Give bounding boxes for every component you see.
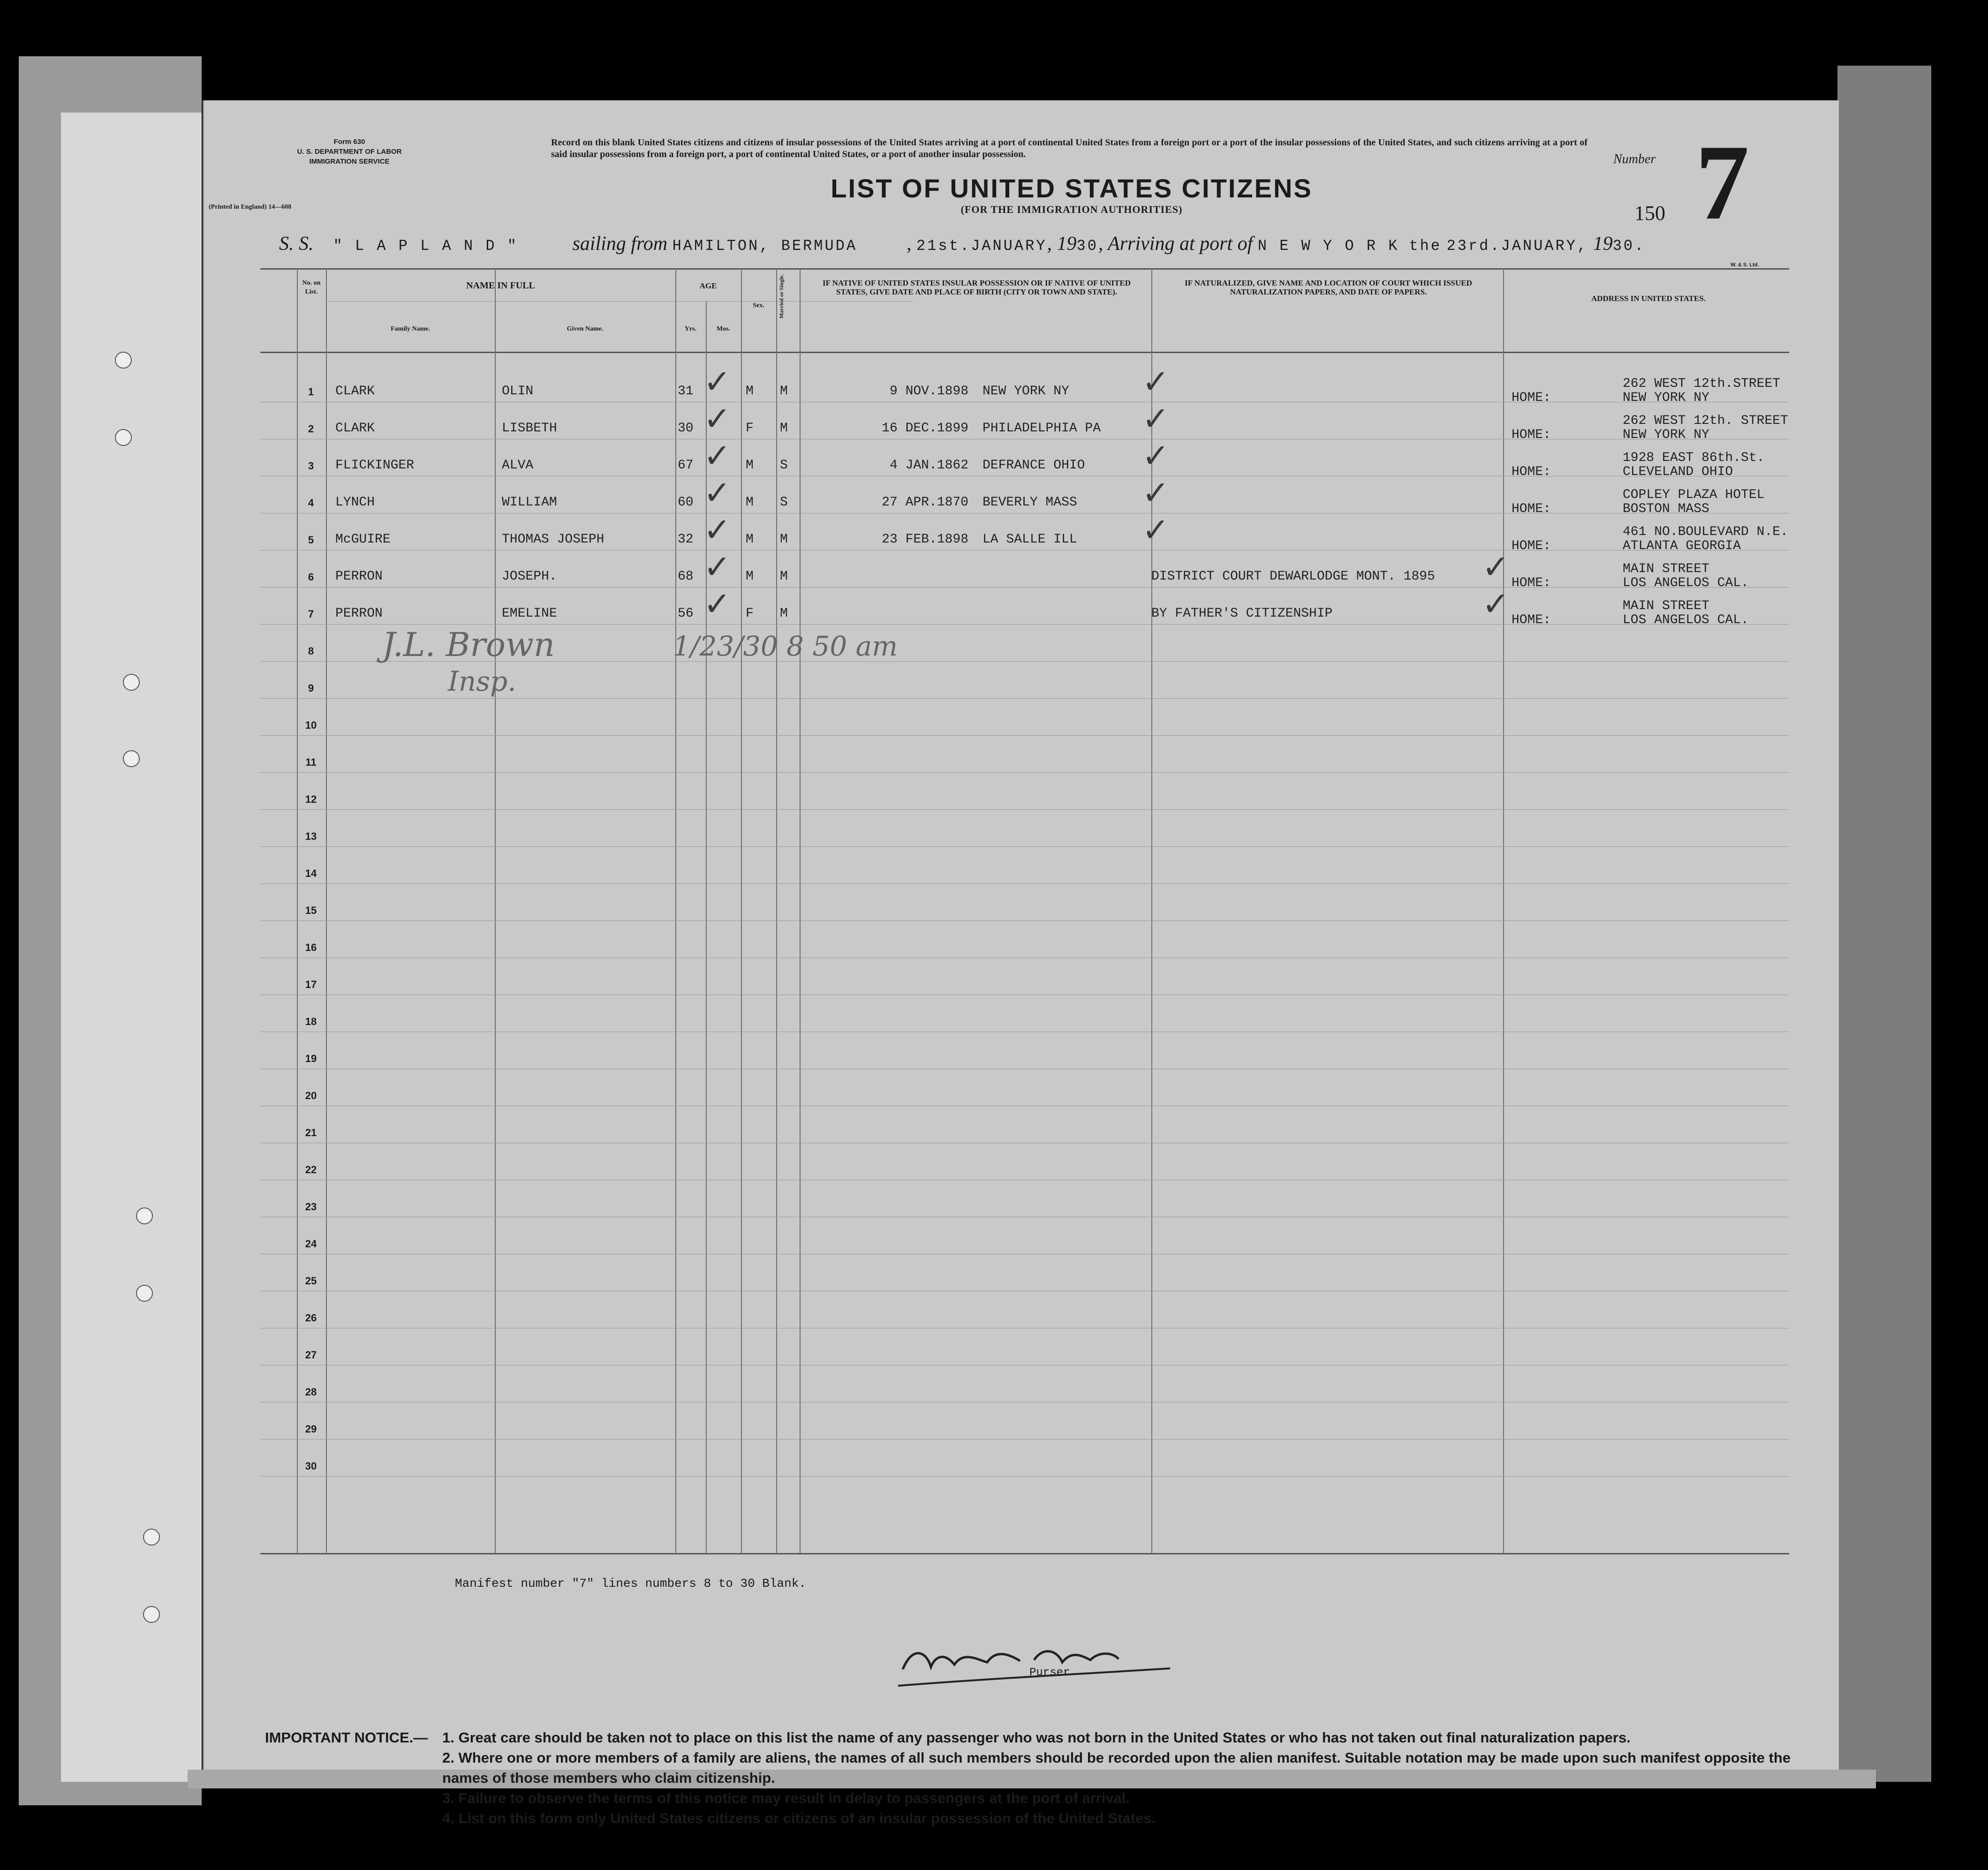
address-line2-cell: NEW YORK NY: [1623, 428, 1709, 442]
row-number: 20: [305, 1090, 317, 1101]
family-name-cell: CLARK: [335, 421, 375, 436]
row-number: 21: [305, 1127, 317, 1139]
family-name-cell: McGUIRE: [335, 532, 391, 547]
age-cell: 67: [678, 458, 694, 473]
family-name-cell: PERRON: [335, 569, 383, 584]
header-address: ADDRESS IN UNITED STATES.: [1591, 294, 1706, 303]
row-rule: [260, 587, 1789, 588]
row-number: 17: [305, 979, 317, 990]
form-number: Form 630: [333, 138, 365, 146]
check-mark-icon: ✓: [703, 362, 731, 401]
page-title: LIST OF UNITED STATES CITIZENS: [831, 173, 1313, 203]
sex-cell: M: [746, 569, 754, 584]
marital-status-cell: M: [780, 532, 788, 547]
check-mark-icon: ✓: [1142, 474, 1170, 512]
row-number: 13: [305, 830, 317, 842]
notice-item: 1. Great care should be taken not to place on this list the name of any passenger who was not born in the United States or who has not taken out final naturalization papers.: [442, 1729, 1631, 1746]
given-name-cell: THOMAS JOSEPH: [502, 532, 605, 547]
punch-hole: [143, 1529, 160, 1546]
row-rule: [260, 624, 1789, 625]
department-name: U. S. DEPARTMENT OF LABOR: [297, 148, 402, 156]
sailing-label: sailing from: [572, 233, 668, 255]
row-rule: [260, 698, 1789, 699]
row-number: 11: [305, 756, 317, 768]
binder-sheet-inner: [61, 113, 202, 1782]
address-line1-cell: MAIN STREET: [1623, 599, 1709, 613]
row-rule: [260, 735, 1789, 736]
punch-hole: [115, 429, 132, 446]
row-number: 18: [305, 1016, 317, 1027]
number-label: Number: [1613, 152, 1656, 166]
row-rule: [260, 772, 1789, 773]
naturalization-cell: DISTRICT COURT DEWARLODGE MONT. 1895: [1151, 569, 1435, 584]
check-mark-icon: ✓: [703, 400, 731, 438]
row-number: 5: [308, 534, 314, 546]
row-number: 30: [305, 1460, 317, 1472]
row-rule: [260, 1439, 1789, 1440]
col-divider: [776, 268, 777, 1553]
birth-date-cell: 23 FEB.1898: [882, 532, 968, 547]
check-mark-icon: ✓: [703, 437, 731, 475]
row-number: 10: [305, 719, 317, 731]
header-sex: Sex.: [753, 302, 764, 309]
home-label-cell: HOME:: [1512, 391, 1551, 405]
check-mark-icon: ✓: [703, 511, 731, 549]
row-number: 22: [305, 1164, 317, 1176]
punch-hole: [115, 352, 132, 369]
row-number: 19: [305, 1053, 317, 1064]
birth-place-cell: DEFRANCE OHIO: [983, 458, 1085, 473]
address-line2-cell: NEW YORK NY: [1623, 391, 1709, 405]
inspection-timestamp: 1/23/30 8 50 am: [673, 630, 898, 662]
arrival-year-suffix: 30.: [1612, 237, 1646, 255]
row-number: 1: [308, 386, 314, 398]
age-cell: 32: [678, 532, 694, 547]
row-number: 9: [308, 682, 314, 694]
row-number: 3: [308, 460, 314, 472]
row-number: 16: [305, 942, 317, 953]
given-name-cell: OLIN: [502, 384, 534, 399]
row-number: 14: [305, 867, 317, 879]
address-line1-cell: 461 NO.BOULEVARD N.E.: [1623, 525, 1788, 539]
sex-cell: F: [746, 606, 754, 621]
col-divider: [741, 268, 742, 1553]
given-name-cell: LISBETH: [502, 421, 557, 436]
header-yrs: Yrs.: [684, 325, 697, 332]
check-mark-icon: ✓: [703, 548, 731, 586]
home-label-cell: HOME:: [1512, 576, 1551, 590]
address-line1-cell: COPLEY PLAZA HOTEL: [1623, 488, 1765, 502]
address-line2-cell: CLEVELAND OHIO: [1623, 465, 1733, 479]
col-divider: [326, 268, 327, 1553]
row-number: 6: [308, 571, 314, 583]
manifest-number: 7: [1695, 122, 1749, 242]
check-mark-icon: ✓: [1482, 548, 1510, 586]
address-line2-cell: ATLANTA GEORGIA: [1623, 539, 1741, 553]
home-label-cell: HOME:: [1512, 539, 1551, 553]
home-label-cell: HOME:: [1512, 428, 1551, 442]
age-cell: 56: [678, 606, 694, 621]
row-number: 29: [305, 1423, 317, 1435]
notice-label: IMPORTANT NOTICE.—: [265, 1729, 428, 1746]
check-mark-icon: ✓: [703, 585, 731, 623]
sex-cell: F: [746, 421, 754, 436]
given-name-cell: WILLIAM: [502, 495, 557, 510]
given-name-cell: JOSEPH.: [502, 569, 557, 584]
form-identifier: [265, 137, 434, 166]
marital-status-cell: M: [780, 569, 788, 584]
secondary-number: 150: [1634, 202, 1665, 225]
printed-in-note: (Printed in England) 14—608: [209, 204, 292, 211]
home-label-cell: HOME:: [1512, 502, 1551, 516]
marital-status-cell: M: [780, 384, 788, 399]
purser-label: Purser: [1029, 1666, 1070, 1679]
address-line2-cell: BOSTON MASS: [1623, 502, 1709, 516]
family-name-cell: FLICKINGER: [335, 458, 415, 473]
manifest-note: Manifest number "7" lines numbers 8 to 30 Blank.: [455, 1576, 806, 1591]
notice-item: 2. Where one or more members of a family are aliens, the names of all such members should be recorded upon the alien manifest. Suitable notation may be made upon such manifest opposite the names of those members who claim citizenship.: [442, 1749, 1791, 1786]
birth-date-cell: 4 JAN.1862: [889, 458, 968, 473]
family-name-cell: CLARK: [335, 384, 375, 399]
departure-year-suffix: 30: [1076, 237, 1098, 255]
check-mark-icon: ✓: [1142, 362, 1170, 401]
birth-date-cell: 16 DEC.1899: [882, 421, 968, 436]
sex-cell: M: [746, 458, 754, 473]
address-line2-cell: LOS ANGELOS CAL.: [1623, 576, 1749, 590]
inspector-signature: J.L. Brown: [382, 626, 555, 664]
the-label: the: [1409, 237, 1442, 255]
address-line1-cell: 1928 EAST 86th.St.: [1623, 451, 1765, 465]
age-cell: 31: [678, 384, 694, 399]
ss-label: S. S.: [279, 233, 314, 255]
birth-date-cell: 9 NOV.1898: [889, 384, 968, 399]
voyage-line: S. S. " L A P L A N D " sailing from HAMILTON, BERMUDA , 21st.JANUARY, 1930, Arriving at port of N E W Y O R K the 23rd.JANUARY, 1930.: [279, 233, 1646, 255]
marital-status-cell: M: [780, 606, 788, 621]
col-divider: [495, 268, 496, 1553]
home-label-cell: HOME:: [1512, 613, 1551, 627]
row-number: 27: [305, 1349, 317, 1361]
header-age: AGE: [699, 281, 717, 290]
family-name-cell: PERRON: [335, 606, 383, 621]
header-no-on-list: No. on List.: [302, 279, 321, 295]
header-married-single: Married or Single.: [778, 274, 785, 319]
page-subtitle: (FOR THE IMMIGRATION AUTHORITIES): [960, 204, 1183, 215]
header-bottom-rule: [260, 352, 1789, 353]
punch-hole: [136, 1207, 153, 1224]
arrival-port: N E W Y O R K: [1257, 237, 1399, 255]
header-name-in-full: NAME IN FULL: [466, 280, 535, 291]
row-number: 15: [305, 905, 317, 916]
birth-place-cell: BEVERLY MASS: [983, 495, 1077, 510]
notice-item: 3. Failure to observe the terms of this notice may result in delay to passengers at the port of arrival.: [442, 1790, 1130, 1806]
header-mos: Mos.: [716, 325, 731, 332]
arriving-label: , Arriving at port of: [1098, 233, 1253, 255]
check-mark-icon: ✓: [703, 474, 731, 512]
punch-hole: [123, 750, 140, 767]
sex-cell: M: [746, 495, 754, 510]
birth-place-cell: LA SALLE ILL: [983, 532, 1077, 547]
punch-hole: [143, 1606, 160, 1623]
row-rule: [260, 1476, 1789, 1477]
check-mark-icon: ✓: [1482, 585, 1510, 623]
row-rule: [260, 809, 1789, 810]
row-number: 4: [308, 497, 314, 509]
marital-status-cell: S: [780, 495, 788, 510]
check-mark-icon: ✓: [1142, 437, 1170, 475]
punch-hole: [123, 674, 140, 691]
birth-place-cell: NEW YORK NY: [983, 384, 1069, 399]
given-name-cell: EMELINE: [502, 606, 557, 621]
row-number: 23: [305, 1201, 317, 1213]
col-divider: [1503, 268, 1504, 1553]
age-cell: 60: [678, 495, 694, 510]
col-divider: [675, 268, 676, 1553]
home-label-cell: HOME:: [1512, 465, 1551, 479]
header-family-name: Family Name.: [391, 325, 430, 332]
manifest-page: [203, 100, 1839, 1826]
row-number: 25: [305, 1275, 317, 1287]
age-cell: 68: [678, 569, 694, 584]
notice-items: [442, 1727, 1807, 1828]
row-rule: [260, 846, 1789, 847]
arrival-day: 23rd.JANUARY,: [1446, 237, 1588, 255]
arrival-year-prefix: 19: [1593, 233, 1613, 255]
table-top-rule: [260, 268, 1789, 270]
marital-status-cell: S: [780, 458, 788, 473]
given-name-cell: ALVA: [502, 458, 534, 473]
age-cell: 30: [678, 421, 694, 436]
family-name-cell: LYNCH: [335, 495, 375, 510]
header-given-name: Given Name.: [567, 325, 604, 332]
row-number: 12: [305, 793, 317, 805]
check-mark-icon: ✓: [1142, 400, 1170, 438]
birth-date-cell: 27 APR.1870: [882, 495, 968, 510]
passenger-table: [260, 268, 1789, 1553]
header-naturalized: IF NATURALIZED, GIVE NAME AND LOCATION OF COURT WHICH ISSUED NATURALIZATION PAPERS, AND DATE OF PAPERS.: [1185, 279, 1472, 296]
sex-cell: M: [746, 384, 754, 399]
punch-hole: [136, 1285, 153, 1302]
inspector-title: Insp.: [448, 665, 516, 697]
address-line1-cell: 262 WEST 12th. STREET: [1623, 414, 1788, 428]
row-rule: [260, 883, 1789, 884]
address-line1-cell: 262 WEST 12th.STREET: [1623, 377, 1781, 391]
row-number: 26: [305, 1312, 317, 1324]
row-number: 24: [305, 1238, 317, 1250]
binder-sheet-right: [1837, 66, 1931, 1782]
address-line2-cell: LOS ANGELOS CAL.: [1623, 613, 1749, 627]
marital-status-cell: M: [780, 421, 788, 436]
address-line1-cell: MAIN STREET: [1623, 562, 1709, 576]
row-rule: [260, 920, 1789, 921]
name-age-subrule: [326, 301, 912, 302]
row-number: 28: [305, 1386, 317, 1398]
service-name: IMMIGRATION SERVICE: [309, 158, 390, 166]
row-number: 8: [308, 645, 314, 657]
departure-day: 21st.JANUARY: [916, 237, 1047, 255]
ship-name: " L A P L A N D ": [333, 237, 518, 255]
table-bottom-rule: [260, 1553, 1789, 1554]
printer-mark: W. & S. Ltd.: [1731, 262, 1759, 268]
sex-cell: M: [746, 532, 754, 547]
row-number: 7: [308, 608, 314, 620]
departure-year-prefix: 19: [1057, 233, 1077, 255]
form-instructions: Record on this blank United States citizens and citizens of insular possessions of the United States arriving at a port of continental United States from a foreign port or a port of the insular possessions of the United States, and such citizens arriving at a port of said insular possessions from a foreign port, a port of continental United States, or a port of another insular possession.: [551, 137, 1587, 159]
naturalization-cell: BY FATHER'S CITIZENSHIP: [1151, 606, 1333, 621]
notice-item: 4. List on this form only United States citizens or citizens of an insular possession of the United States.: [442, 1810, 1156, 1826]
row-number: 2: [308, 423, 314, 435]
check-mark-icon: ✓: [1142, 511, 1170, 549]
from-port: HAMILTON, BERMUDA: [672, 237, 858, 255]
birth-place-cell: PHILADELPHIA PA: [983, 421, 1101, 436]
header-birth: IF NATIVE OF UNITED STATES INSULAR POSSESSION OR IF NATIVE OF UNITED STATES, GIVE DATE AND PLACE OF BIRTH (CITY OR TOWN AND STATE).: [823, 279, 1131, 296]
